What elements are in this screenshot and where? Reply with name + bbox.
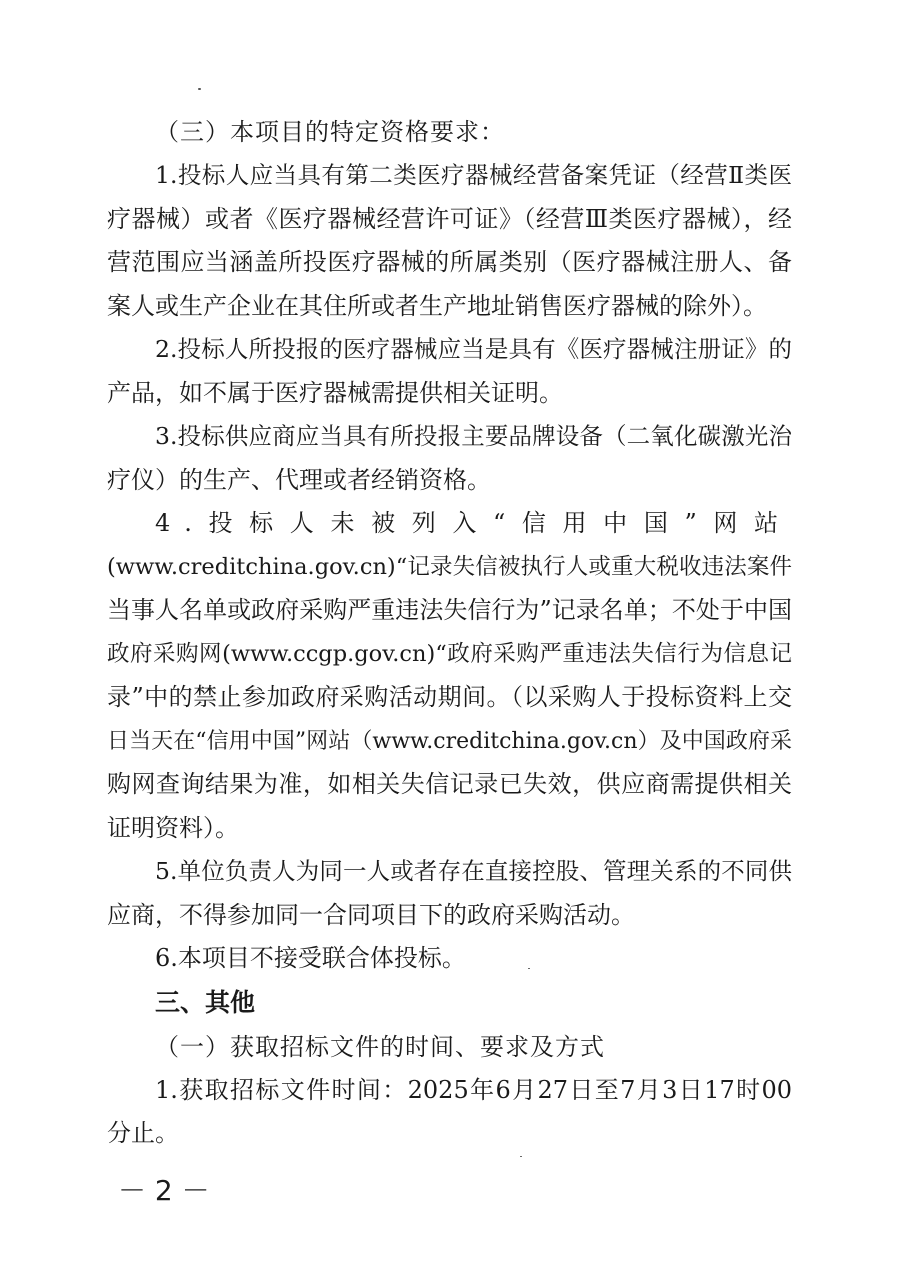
text-line: 1.投标人应当具有第二类医疗器械经营备案凭证（经营Ⅱ类医 [155, 161, 792, 189]
text-line: 应商，不得参加同一合同项目下的政府采购活动。 [107, 900, 635, 929]
text-line: 录”中的禁止参加政府采购活动期间。（以采购人于投标资料上交 [107, 683, 792, 711]
obtain-time-item [107, 1069, 792, 1156]
scan-speck [520, 1156, 522, 1157]
requirement-item-5 [107, 850, 792, 937]
scan-speck [198, 88, 201, 90]
requirement-item-2 [107, 328, 792, 415]
text-line: 4.投标人未被列入“信用中国”网站 [155, 509, 792, 537]
text-line: 日当天在“信用中国”网站（www.creditchina.gov.cn）及中国政府采 [107, 728, 792, 754]
page-number: － 2 － [118, 1174, 210, 1207]
requirement-item-4 [107, 502, 792, 850]
document-body [107, 110, 792, 1156]
text-line: 政府采购网(www.ccgp.gov.cn)“政府采购严重违法失信行为信息记 [107, 640, 792, 667]
text-line: 分止。 [107, 1119, 179, 1147]
text-line: 案人或生产企业在其住所或者生产地址销售医疗器械的除外）。 [107, 291, 767, 320]
text-line: 2.投标人所投报的医疗器械应当是具有《医疗器械注册证》的 [155, 335, 792, 363]
text-line: 当事人名单或政府采购严重违法失信行为”记录名单；不处于中国 [107, 596, 792, 624]
section-heading-qualification: （三）本项目的特定资格要求： [155, 118, 505, 146]
text-line: 产品，如不属于医疗器械需提供相关证明。 [107, 378, 563, 407]
part-heading-other: 三、其他 [155, 987, 256, 1017]
requirement-item-1 [107, 154, 792, 328]
text-line: 购网查询结果为准，如相关失信记录已失效，供应商需提供相关 [107, 770, 792, 798]
text-line: 5.单位负责人为同一人或者存在直接控股、管理关系的不同供 [155, 857, 792, 885]
text-line: 3.投标供应商应当具有所投报主要品牌设备（二氧化碳激光治 [155, 422, 792, 450]
text-line: 证明资料）。 [107, 813, 239, 842]
text-line: 1.获取招标文件时间：2025年6月27日至7月3日17时00 [155, 1075, 792, 1104]
text-line: 6.本项目不接受联合体投标。 [155, 944, 466, 972]
subsection-heading-obtain-documents: （一）获取招标文件的时间、要求及方式 [155, 1032, 605, 1061]
text-line: (www.creditchina.gov.cn)“记录失信被执行人或重大税收违法案件 [107, 553, 792, 580]
requirement-item-6 [107, 937, 792, 981]
text-line: 疗器械）或者《医疗器械经营许可证》（经营Ⅲ类医疗器械），经 [107, 204, 792, 233]
text-line: 疗仪）的生产、代理或者经销资格。 [107, 465, 491, 494]
text-line: 营范围应当涵盖所投医疗器械的所属类别（医疗器械注册人、备 [107, 248, 792, 276]
requirement-item-3 [107, 415, 792, 502]
